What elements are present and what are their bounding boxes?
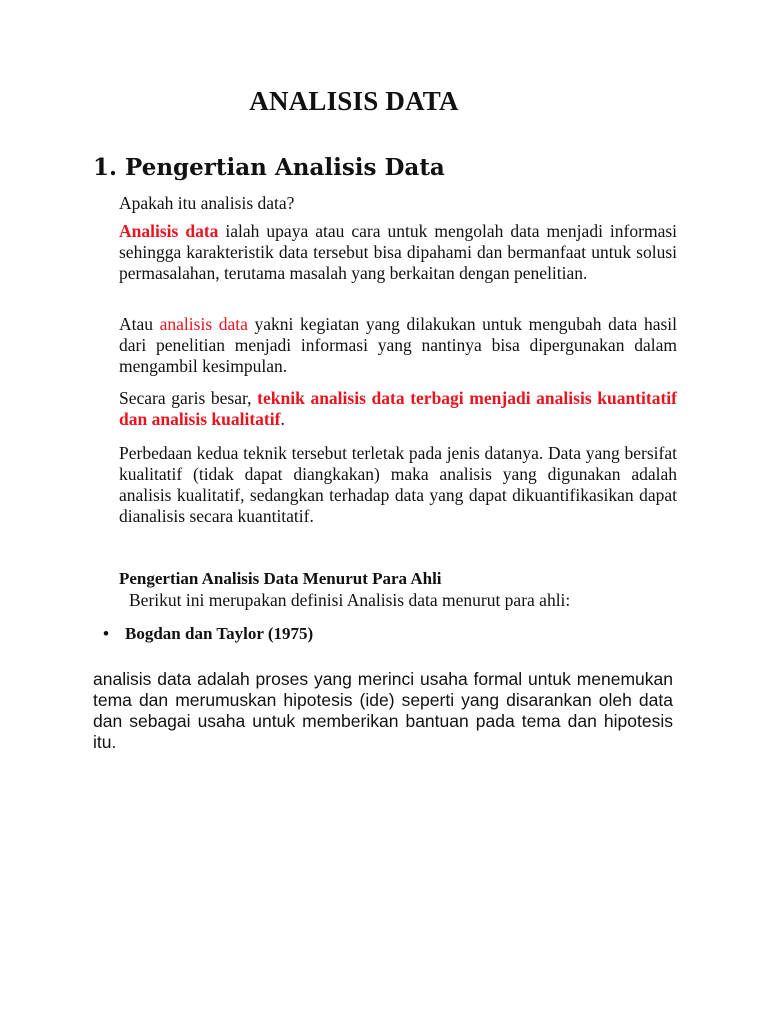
paragraph-text: ialah upaya atau cara untuk mengolah data menjadi informasi sehingga karakteristik data tersebut bisa dipahami dan bermanfaat untuk solusi permasalahan, terutama masalah yang berkaitan dengan penelitian. (119, 221, 678, 283)
paragraph-differences: Perbedaan kedua teknik tersebut terletak pada jenis datanya. Data yang bersifat kualitatif (tidak dapat diangkakan) maka analisis yang digunakan adalah analisis kualitatif, sedangkan terhadap data yang dapat dikuantifikasikan dapat dianalisis secara kuantitatif. (119, 443, 677, 526)
highlight-techniques: teknik analisis data terbagi menjadi analisis kuantitatif dan analisis kualitatif (119, 388, 677, 429)
paragraph-end: . (280, 409, 285, 429)
paragraph-text: yakni kegiatan yang dilakukan untuk mengubah data hasil dari penelitian menjadi informasi yang nantinya bisa dipergunakan dalam mengambil kesimpulan. (119, 314, 677, 376)
document-title: ANALISIS DATA (249, 86, 459, 116)
experts-heading: Pengertian Analisis Data Menurut Para Ahli (119, 569, 442, 588)
term-analisis-data: Analisis data (119, 221, 219, 241)
paragraph-alternate-definition (119, 314, 677, 377)
expert-definition: analisis data adalah proses yang merinci usaha formal untuk menemukan tema dan merumuskan hipotesis (ide) seperti yang disarankan oleh data dan sebagai usaha untuk memberikan bantuan pada tema dan hipotesis itu. (93, 669, 673, 752)
expert-list-item (103, 624, 313, 644)
paragraph-definition (119, 221, 677, 284)
paragraph-techniques (119, 388, 677, 430)
paragraph-lead: Atau (119, 314, 160, 334)
question-line: Apakah itu analisis data? (119, 193, 295, 213)
experts-intro: Berikut ini merupakan definisi Analisis data menurut para ahli: (129, 590, 571, 610)
expert-name: Bogdan dan Taylor (1975) (125, 624, 314, 643)
section-heading: 1. Pengertian Analisis Data (93, 154, 445, 181)
bullet-icon: • (103, 624, 109, 643)
term-analisis-data-alt: analisis data (159, 314, 248, 334)
paragraph-lead: Secara garis besar, (119, 388, 258, 408)
